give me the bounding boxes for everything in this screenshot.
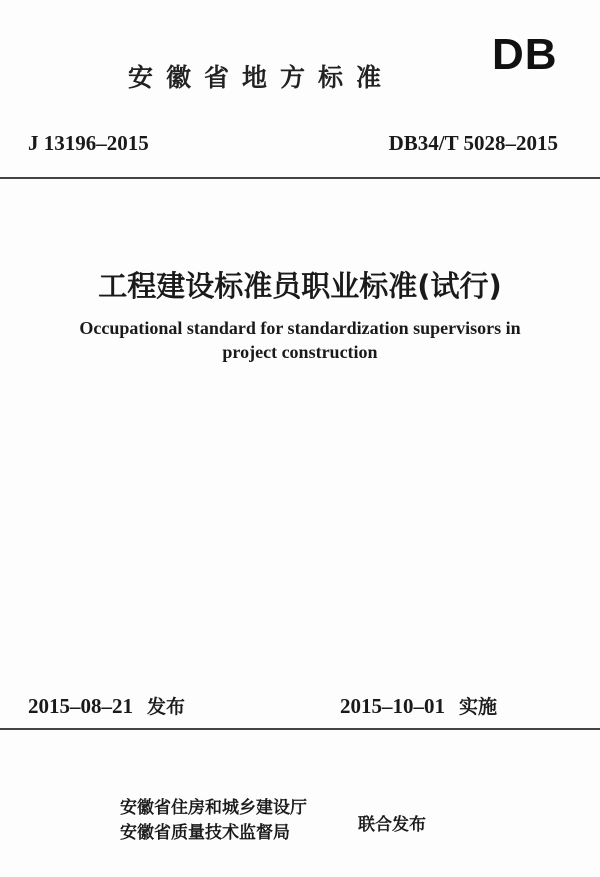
top-divider	[0, 177, 600, 179]
issue-label: 发布	[147, 696, 186, 718]
joint-issue-label: 联合发布	[358, 815, 426, 835]
issue-date: 2015–08–21	[28, 694, 133, 718]
implement-date-block	[340, 692, 497, 719]
chinese-title: 工程建设标准员职业标准(试行)	[98, 269, 502, 303]
english-title-line-2: project construction	[222, 342, 378, 362]
header-title: 安徽省地方标准	[128, 63, 395, 92]
issuing-organizations	[120, 796, 307, 846]
issuer-quality-bureau: 安徽省质量技术监督局	[120, 823, 290, 843]
record-number: J 13196–2015	[28, 131, 149, 155]
implement-label: 实施	[459, 696, 498, 718]
english-title	[20, 316, 580, 364]
english-title-line-1: Occupational standard for standardization supervisors in	[79, 318, 521, 338]
implement-date: 2015–10–01	[340, 694, 445, 718]
issue-date-block	[28, 692, 185, 719]
issuer-housing-department: 安徽省住房和城乡建设厅	[120, 798, 307, 818]
standard-number: DB34/T 5028–2015	[388, 131, 558, 155]
bottom-divider	[0, 728, 600, 730]
standard-mark-db: DB	[492, 30, 558, 79]
